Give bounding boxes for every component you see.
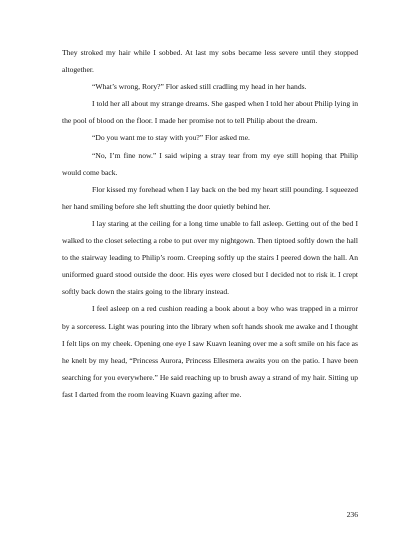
paragraph: I feel asleep on a red cushion reading a book about a boy who was trapped in a mirror by a sorceress. Light was pouring into the library when soft hands shook me awake and I thought I felt lips on my cheek. Opening one eye I saw Kuavn leaning over me a soft smile on his face as he knelt by my head, “Princess Aurora, Princess Ellesmera awaits you on the patio. I have been searching for you everywhere.” He said reaching up to brush away a strand of my hair. Sitting up fast I darted from the room leaving Kuavn gazing after me. xyxy=(62,304,358,399)
body-text xyxy=(62,44,358,403)
page-number: 236 xyxy=(346,510,358,519)
paragraph: They stroked my hair while I sobbed. At last my sobs became less severe until they stopped altogether. xyxy=(62,48,358,75)
paragraph: “What’s wrong, Rory?” Flor asked still cradling my head in her hands. xyxy=(92,82,307,92)
paragraph: “No, I’m fine now.” I said wiping a stray tear from my eye still hoping that Philip would come back. xyxy=(62,150,358,177)
paragraph: I lay staring at the ceiling for a long time unable to fall asleep. Getting out of the bed I walked to the closet selecting a robe to put over my nightgown. Then tiptoed softly down the hall to the stairway leading to Philip’s room. Creeping softly up the stairs I peered down the hall. An uniformed guard stood outside the door. His eyes were closed but I decided not to risk it. I crept softly back down the stairs going to the library instead. xyxy=(62,218,358,297)
paragraph: I told her all about my strange dreams. She gasped when I told her about Philip lying in the pool of blood on the floor. I made her promise not to tell Philip about the dream. xyxy=(62,99,358,126)
paragraph: Flor kissed my forehead when I lay back on the bed my heart still pounding. I squeezed her hand smiling before she left shutting the door quietly behind her. xyxy=(62,184,358,211)
paragraph: “Do you want me to stay with you?” Flor asked me. xyxy=(92,133,250,143)
